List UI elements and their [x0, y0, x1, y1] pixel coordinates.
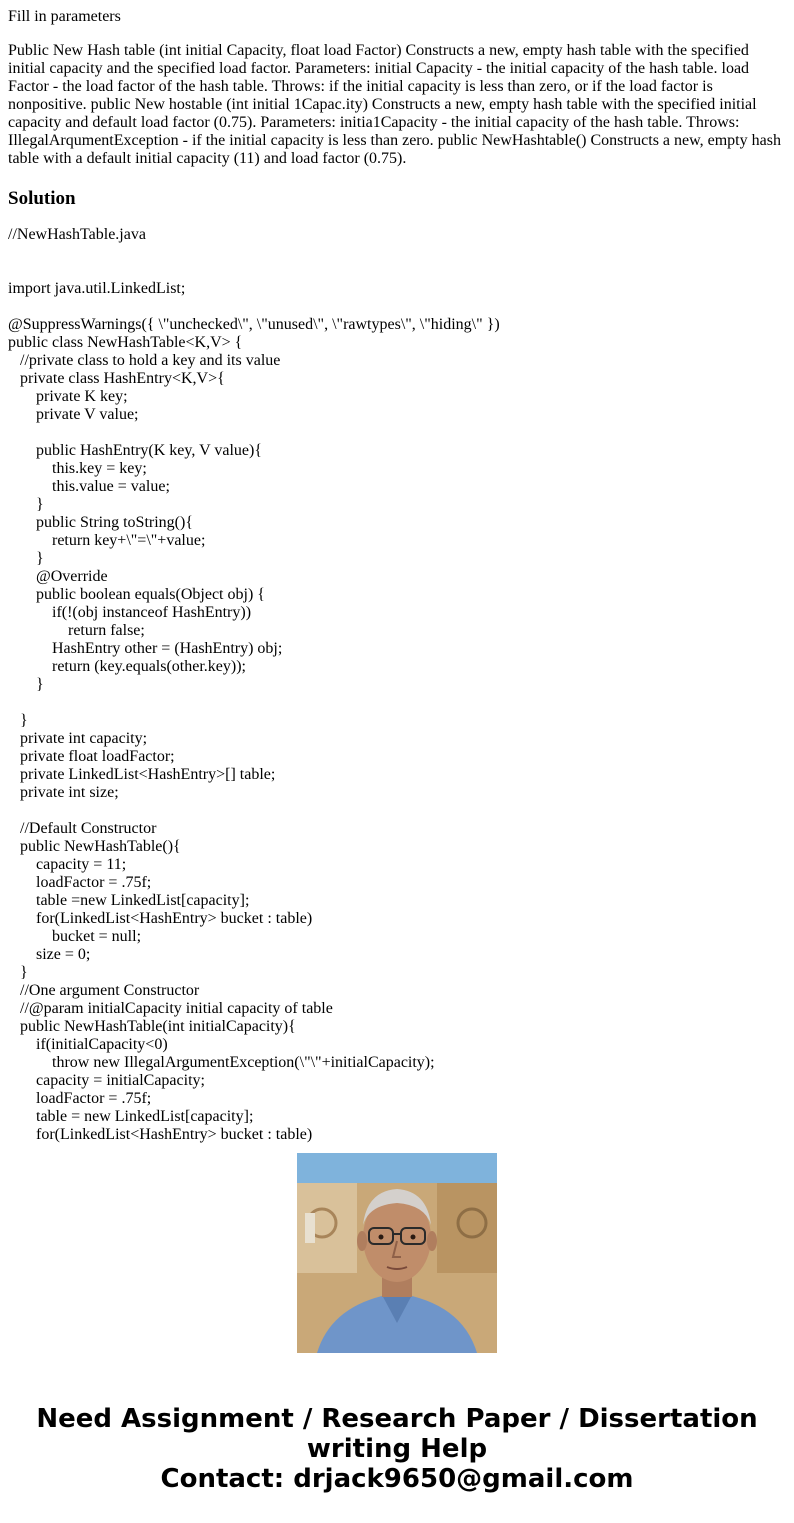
- code-line: return false;: [8, 622, 145, 639]
- footer-line-2: writing Help: [306, 1434, 488, 1464]
- code-line: table = new LinkedList[capacity];: [8, 1108, 254, 1125]
- code-line: //One argument Constructor: [8, 982, 200, 999]
- code-line: capacity = initialCapacity;: [8, 1072, 205, 1089]
- code-line: this.key = key;: [8, 460, 147, 477]
- code-line: public NewHashTable(int initialCapacity){: [8, 1018, 296, 1035]
- code-line: //Default Constructor: [8, 820, 157, 837]
- code-line: return key+\"=\"+value;: [8, 532, 206, 549]
- code-line: [8, 244, 786, 262]
- code-line: //NewHashTable.java: [8, 226, 146, 243]
- code-line: }: [8, 676, 44, 693]
- code-line: [8, 424, 786, 442]
- code-line: table =new LinkedList[capacity];: [8, 892, 250, 909]
- code-line: [8, 298, 786, 316]
- code-line: bucket = null;: [8, 928, 142, 945]
- question-text: Public New Hash table (int initial Capacity, float load Factor) Constructs a new, empty hash table with the specified initial capacity and the specified load factor. Parameters: initial Capacity - the initial capacity of the hash table. load Factor - the load factor of the hash table. Throws: if the initial capacity is less than zero, or if the load factor is nonpositive. public New hostable (int initial 1Capac.ity) Constructs a new, empty hash table with the specified initial capacity and default load factor (0.75). Parameters: initia1Capacity - the initial capacity of the hash table. Throws: IllegalArqumentException - if the initial capacity is less than zero. public NewHashtable() Constructs a new, empty hash table with a default initial capacity (11) and load factor (0.75).: [8, 42, 781, 167]
- code-line: private class HashEntry<K,V>{: [8, 370, 225, 387]
- code-line: private LinkedList<HashEntry>[] table;: [8, 766, 276, 783]
- code-line: private K key;: [8, 388, 128, 405]
- code-line: [8, 694, 786, 712]
- code-line: public class NewHashTable<K,V> {: [8, 334, 243, 351]
- code-line: if(!(obj instanceof HashEntry)): [8, 604, 252, 621]
- footer-banner: [0, 1404, 794, 1494]
- footer-line-1: Need Assignment / Research Paper / Dissertation: [36, 1404, 758, 1434]
- code-line: public boolean equals(Object obj) {: [8, 586, 265, 603]
- code-line: private float loadFactor;: [8, 748, 175, 765]
- code-line: private int size;: [8, 784, 119, 801]
- code-line: this.value = value;: [8, 478, 170, 495]
- author-photo: [297, 1153, 497, 1353]
- code-line: @Override: [8, 568, 108, 585]
- document-title: Fill in parameters: [8, 8, 121, 25]
- code-line: HashEntry other = (HashEntry) obj;: [8, 640, 283, 657]
- code-line: @SuppressWarnings({ \"unchecked\", \"unused\", \"rawtypes\", \"hiding\" }): [8, 316, 500, 333]
- solution-code: [8, 226, 786, 1144]
- code-line: [8, 802, 786, 820]
- code-line: loadFactor = .75f;: [8, 1090, 152, 1107]
- code-line: }: [8, 496, 44, 513]
- code-line: if(initialCapacity<0): [8, 1036, 168, 1053]
- code-line: loadFactor = .75f;: [8, 874, 152, 891]
- code-line: return (key.equals(other.key));: [8, 658, 246, 675]
- code-line: size = 0;: [8, 946, 91, 963]
- code-line: //@param initialCapacity initial capacity of table: [8, 1000, 333, 1017]
- code-line: private V value;: [8, 406, 139, 423]
- code-line: public HashEntry(K key, V value){: [8, 442, 262, 459]
- code-line: import java.util.LinkedList;: [8, 280, 186, 297]
- code-line: capacity = 11;: [8, 856, 127, 873]
- document-content: [8, 0, 786, 1143]
- solution-heading: Solution: [8, 188, 76, 209]
- code-line: public NewHashTable(){: [8, 838, 181, 855]
- code-line: for(LinkedList<HashEntry> bucket : table): [8, 1126, 313, 1143]
- code-line: public String toString(){: [8, 514, 194, 531]
- code-line: //private class to hold a key and its value: [8, 352, 281, 369]
- footer-contact: Contact: drjack9650@gmail.com: [160, 1464, 634, 1494]
- code-line: for(LinkedList<HashEntry> bucket : table): [8, 910, 313, 927]
- code-line: [8, 262, 786, 280]
- code-line: private int capacity;: [8, 730, 148, 747]
- code-line: throw new IllegalArgumentException(\"\"+initialCapacity);: [8, 1054, 435, 1071]
- code-line: }: [8, 964, 28, 981]
- code-line: }: [8, 712, 28, 729]
- portrait-image: [297, 1153, 497, 1353]
- code-line: }: [8, 550, 44, 567]
